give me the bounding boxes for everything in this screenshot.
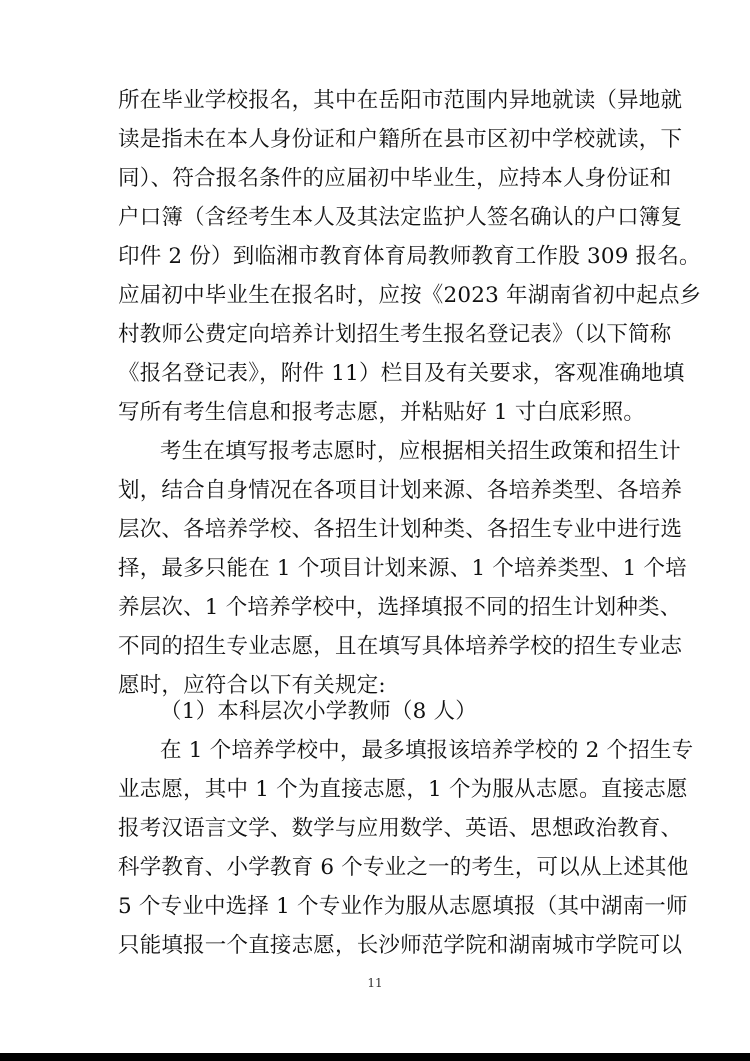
body-text-line: 同）、符合报名条件的应届初中毕业生，应持本人身份证和 [118, 166, 672, 191]
body-text-line: 所在毕业学校报名，其中在岳阳市范围内异地就读（异地就 [118, 88, 683, 113]
body-text-line: 5 个专业中选择 1 个专业作为服从志愿填报（其中湖南一师 [118, 894, 688, 919]
body-text-line: 写所有考生信息和报考志愿，并粘贴好 1 寸白底彩照。 [118, 400, 646, 425]
paragraph-first-line: 在 1 个培养学校中，最多填报该培养学校的 2 个招生专 [160, 738, 694, 763]
body-text-line: 层次、各培养学校、各招生计划种类、各招生专业中进行选 [118, 517, 683, 542]
body-text-line: 村教师公费定向培养计划招生考生报名登记表》（以下简称 [118, 322, 672, 347]
body-text-line: 印件 2 份）到临湘市教育体育局教师教育工作股 309 报名。 [118, 244, 701, 269]
body-text-line: 应届初中毕业生在报名时，应按《2023 年湖南省初中起点乡 [118, 283, 702, 308]
body-text-line: 养层次、1 个培养学校中，选择填报不同的招生计划种类、 [118, 595, 682, 620]
body-text-line: 户口簿（含经考生本人及其法定监护人签名确认的户口簿复 [118, 205, 683, 230]
page-number: 11 [367, 976, 383, 990]
body-text-line: 报考汉语言文学、数学与应用数学、英语、思想政治教育、 [118, 816, 683, 841]
body-text-line: 读是指未在本人身份证和户籍所在县市区初中学校就读，下 [118, 127, 683, 152]
bottom-border [0, 1053, 750, 1061]
body-text-line: 业志愿，其中 1 个为直接志愿，1 个为服从志愿。直接志愿 [118, 777, 688, 802]
body-text-line: 择，最多只能在 1 个项目计划来源、1 个培养类型、1 个培 [118, 556, 687, 581]
paragraph-first-line: 考生在填写报考志愿时，应根据相关招生政策和招生计 [160, 439, 681, 464]
body-text-line: 不同的招生专业志愿，且在填写具体培养学校的招生专业志 [118, 634, 683, 659]
body-text-line: 《报名登记表》，附件 11）栏目及有关要求，客观准确地填 [118, 361, 685, 386]
section-subheading: （1）本科层次小学教师（8 人） [160, 699, 477, 724]
body-text-line: 划，结合自身情况在各项目计划来源、各培养类型、各培养 [118, 478, 683, 503]
body-text-line: 只能填报一个直接志愿，长沙师范学院和湖南城市学院可以 [118, 933, 683, 958]
body-text-line: 科学教育、小学教育 6 个专业之一的考生，可以从上述其他 [118, 855, 689, 880]
body-text-line: 愿时，应符合以下有关规定: [118, 673, 386, 698]
